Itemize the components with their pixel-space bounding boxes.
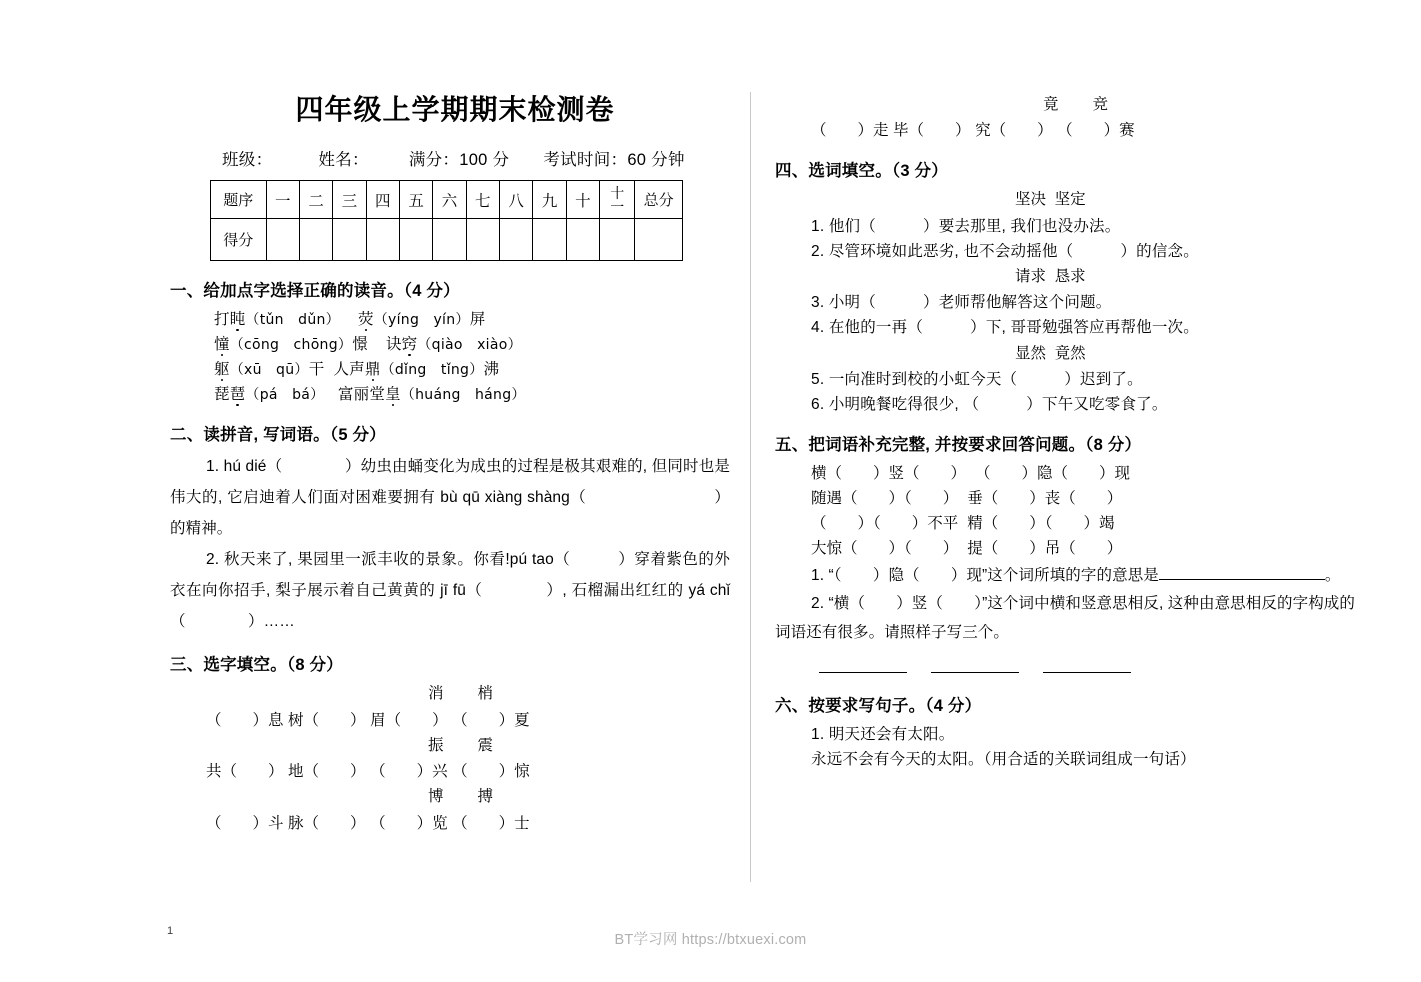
section-1-line-4 xyxy=(170,382,730,407)
section-5-answer-blank-row xyxy=(775,660,1355,678)
s1-l1-b-py[interactable]: （yíng yín） xyxy=(373,312,470,328)
section-3-group-1-chars xyxy=(170,681,730,707)
s5-r4-idiom-1: 大惊（ ）（ ） xyxy=(811,540,959,558)
section-6-question-1-line-2[interactable]: 永远不会有今天的太阳。（用合适的关联词组成一句话） xyxy=(811,750,1196,768)
footer-watermark: BT学习网 https://btxuexi.com xyxy=(614,932,807,948)
section-3-group-2-items[interactable] xyxy=(170,759,730,784)
col-11-top: 十 xyxy=(610,184,625,201)
class-label: 班级： xyxy=(222,151,273,169)
col-8: 八 xyxy=(499,181,532,219)
s3-g3-char-1: 博 xyxy=(428,788,444,806)
s5-q1-period: 。 xyxy=(1324,566,1341,584)
s3-g1-char-1: 消 xyxy=(428,685,444,703)
s5-r1-idiom-2: （ ）隐（ ）现 xyxy=(975,465,1131,483)
table-row-header xyxy=(211,181,683,219)
column-divider xyxy=(750,92,751,882)
row-label-score: 得分 xyxy=(211,219,267,261)
s1-l3-b-post: 沸 xyxy=(483,361,500,379)
score-cell-6[interactable] xyxy=(433,219,466,261)
col-5: 五 xyxy=(399,181,432,219)
col-11-stacked xyxy=(600,181,635,219)
section-1-line-2 xyxy=(170,332,730,357)
s5-answer-blank-2[interactable] xyxy=(931,672,1019,673)
section-4-question-4[interactable]: 4. 在他的一再（ ）下, 哥哥勉强答应再帮他一次。 xyxy=(811,319,1199,337)
section-3-group-1-items[interactable] xyxy=(170,708,730,733)
s1-l3-b-pre: 人声 xyxy=(333,361,365,379)
s4-b2-char-2: 恳求 xyxy=(1054,268,1086,286)
section-3-group-4-chars xyxy=(775,92,1355,118)
section-1-line-3 xyxy=(170,357,730,382)
s4-b3-char-1: 显然 xyxy=(1015,344,1047,362)
s3-g2-item-1: 共（ ） xyxy=(206,763,284,781)
col-4: 四 xyxy=(366,181,399,219)
s1-l2-b-pre: 诀 xyxy=(385,336,402,354)
score-cell-total[interactable] xyxy=(635,219,683,261)
col-7: 七 xyxy=(466,181,499,219)
s1-l2-b-dot: 窍 xyxy=(401,336,418,354)
score-cell-3[interactable] xyxy=(333,219,366,261)
section-6-question-1-line-1: 1. 明天还会有太阳。 xyxy=(811,725,955,743)
s5-r3-idiom-2: 精（ ）（ ）竭 xyxy=(967,515,1115,533)
s5-r2-idiom-2: 垂（ ）丧（ ） xyxy=(967,490,1123,508)
total-score-label: 满分：100 分 xyxy=(408,151,510,169)
score-cell-2[interactable] xyxy=(299,219,332,261)
s1-l3-a-py[interactable]: （xū qū） xyxy=(229,362,309,379)
score-cell-7[interactable] xyxy=(466,219,499,261)
col-10: 十 xyxy=(566,181,599,219)
row-label-question-order: 题序 xyxy=(211,181,267,219)
score-cell-8[interactable] xyxy=(499,219,532,261)
exam-meta-row xyxy=(170,146,730,170)
section-5-subquestion-1[interactable] xyxy=(775,562,1355,591)
score-cell-5[interactable] xyxy=(399,219,432,261)
s5-r4-idiom-2: 提（ ）吊（ ） xyxy=(967,540,1123,558)
score-cell-11[interactable] xyxy=(600,219,635,261)
section-4-question-5[interactable]: 5. 一向准时到校的小虹今天（ ）迟到了。 xyxy=(811,370,1143,388)
score-table xyxy=(210,180,683,261)
s1-l3-a-dot: 躯 xyxy=(214,361,230,379)
section-4-block-1-chars xyxy=(775,187,1355,213)
s1-l1-a-pre: 打 xyxy=(214,311,230,328)
section-3-group-2-chars xyxy=(170,733,730,759)
s1-l4-a-dot: 琶 xyxy=(229,386,246,404)
section-1-line-1 xyxy=(170,307,730,332)
section-4-block-3-chars xyxy=(775,341,1355,367)
s3-g4-item-4: （ ）赛 xyxy=(1057,122,1135,140)
section-2-heading: 二、读拼音, 写词语。（5 分） xyxy=(170,426,386,445)
s5-r1-idiom-1: 横（ ）竖（ ） xyxy=(811,465,967,483)
s3-g1-item-4: （ ）夏 xyxy=(452,711,530,729)
s1-l4-b-dot: 皇 xyxy=(385,386,401,404)
s1-l3-a-post: 干 xyxy=(308,361,325,379)
s1-l2-a-py[interactable]: （cōng chōng） xyxy=(229,337,353,354)
right-column xyxy=(775,92,1355,772)
score-cell-1[interactable] xyxy=(266,219,299,261)
s3-g3-item-2: 脉（ ） xyxy=(288,814,366,832)
s3-g4-item-1: （ ）走 xyxy=(811,122,889,140)
col-6: 六 xyxy=(433,181,466,219)
s3-g3-item-4: （ ）士 xyxy=(452,814,530,832)
s3-g4-char-2: 竞 xyxy=(1092,96,1109,113)
s5-q1-text: 1. “（ ）隐（ ）现”这个词所填的字的意思是 xyxy=(811,566,1159,584)
section-4-block-2-chars xyxy=(775,264,1355,290)
s1-l1-a-py[interactable]: （tǔn dǔn） xyxy=(245,312,340,328)
s5-answer-blank-3[interactable] xyxy=(1043,672,1131,673)
section-3-group-3-items[interactable] xyxy=(170,811,730,836)
s1-l4-a-py[interactable]: （pá bá） xyxy=(245,387,325,404)
section-5-idiom-row-4[interactable] xyxy=(775,536,1355,561)
col-total: 总分 xyxy=(635,181,683,219)
s3-g4-item-2: 毕（ ） xyxy=(893,122,971,140)
s3-g3-item-3: （ ）览 xyxy=(370,814,448,832)
section-3-heading: 三、选字填空。（8 分） xyxy=(170,656,343,675)
s1-l1-a-dot: 盹 xyxy=(229,311,246,328)
section-5-subquestion-2[interactable] xyxy=(775,590,1355,647)
s3-g1-char-2: 梢 xyxy=(477,685,494,703)
s1-l4-a-pre: 琵 xyxy=(214,386,230,404)
s3-g4-item-3: 究（ ） xyxy=(975,122,1053,140)
section-6-heading: 六、按要求写句子。（4 分） xyxy=(775,696,982,715)
score-cell-10[interactable] xyxy=(566,219,599,261)
s5-r2-idiom-1: 随遇（ ）（ ） xyxy=(811,490,959,508)
s4-b2-char-1: 请求 xyxy=(1015,268,1047,286)
name-label: 姓名： xyxy=(318,151,369,169)
s1-l2-a-dot: 憧 xyxy=(214,336,230,354)
page-number: 1 xyxy=(167,925,174,937)
s3-g3-char-2: 搏 xyxy=(477,788,494,806)
section-4-heading: 四、选词填空。（3 分） xyxy=(775,162,948,181)
s1-l1-b-post: 屏 xyxy=(469,311,486,328)
section-4-question-1[interactable]: 1. 他们（ ）要去那里, 我们也没办法。 xyxy=(811,217,1121,235)
section-2-question-2[interactable] xyxy=(170,544,730,637)
section-1-heading: 一、给加点字选择正确的读音。（4 分） xyxy=(170,282,460,300)
section-3-group-4-items[interactable] xyxy=(775,118,1355,143)
s4-b1-char-1: 坚决 xyxy=(1015,191,1047,209)
s1-l2-a-post: 憬 xyxy=(352,336,368,354)
s3-g4-char-1: 竟 xyxy=(1043,96,1059,113)
section-5-idiom-row-3[interactable] xyxy=(775,511,1355,536)
s3-g3-item-1: （ ）斗 xyxy=(206,814,284,832)
s2-q2-text: 2. 秋天来了, 果园里一派丰收的景象。你看!pú tao（ ）穿着紫色的外衣在向你招手, 梨子展示着自己黄黄的 jī fū（ ）, 石榴漏出红红的 yá chǐ（ ）…… xyxy=(170,551,730,631)
col-2: 二 xyxy=(299,181,332,219)
section-3-group-3-chars xyxy=(170,784,730,810)
s3-g2-item-4: （ ）惊 xyxy=(452,763,530,781)
s3-g2-item-3: （ ）兴 xyxy=(370,763,448,781)
section-5-idiom-row-1[interactable] xyxy=(775,461,1355,486)
exam-time-label: 考试时间：60 分钟 xyxy=(543,151,685,169)
s5-answer-blank-1[interactable] xyxy=(819,672,907,673)
s4-b1-char-2: 坚定 xyxy=(1054,191,1086,209)
score-cell-9[interactable] xyxy=(533,219,566,261)
s1-l3-b-py[interactable]: （dǐng tǐng） xyxy=(380,362,484,379)
s1-l2-b-py[interactable]: （qiào xiào） xyxy=(417,337,522,354)
left-column xyxy=(170,88,730,836)
s3-g2-item-2: 地（ ） xyxy=(288,763,366,781)
score-cell-4[interactable] xyxy=(366,219,399,261)
col-11-bottom: 一 xyxy=(610,198,625,215)
section-5-heading: 五、把词语补充完整, 并按要求回答问题。（8 分） xyxy=(775,436,1142,455)
table-row-score xyxy=(211,219,683,261)
section-4-question-3[interactable]: 3. 小明（ ）老师帮他解答这个问题。 xyxy=(811,294,1112,312)
s5-q1-answer-blank[interactable] xyxy=(1159,579,1325,580)
s3-g1-item-3: 眉（ ） xyxy=(370,711,448,729)
col-1: 一 xyxy=(266,181,299,219)
s1-l1-b-dot: 荧 xyxy=(358,311,374,328)
section-2-question-1[interactable] xyxy=(170,451,730,544)
s2-q1-text: 1. hú dié（ ）幼虫由蛹变化为成虫的过程是极其艰难的, 但同时也是伟大的, 它启迪着人们面对困难要拥有 bù qū xiàng shàng（ ）的精神。 xyxy=(170,458,730,538)
s4-b3-char-2: 竟然 xyxy=(1054,344,1086,362)
s1-l4-b-py[interactable]: （huáng háng） xyxy=(400,387,526,404)
s3-g2-char-2: 震 xyxy=(477,736,494,754)
s5-q2-text: 2. “横（ ）竖（ ）”这个词中横和竖意思相反, 这种由意思相反的字构成的词语还有很多。请照样子写三个。 xyxy=(775,595,1355,641)
s1-l4-b-pre: 富丽堂 xyxy=(337,386,386,404)
col-3: 三 xyxy=(333,181,366,219)
s3-g2-char-1: 振 xyxy=(428,736,444,754)
s3-g1-item-1: （ ）息 xyxy=(206,711,284,729)
section-4-question-2[interactable]: 2. 尽管环境如此恶劣, 也不会动摇他（ ）的信念。 xyxy=(811,242,1199,260)
page-title: 四年级上学期期末检测卷 xyxy=(295,94,615,125)
col-9: 九 xyxy=(533,181,566,219)
s1-l3-b-dot: 鼎 xyxy=(364,361,381,379)
section-5-idiom-row-2[interactable] xyxy=(775,486,1355,511)
s3-g1-item-2: 树（ ） xyxy=(288,711,366,729)
s5-r3-idiom-1: （ ）（ ）不平 xyxy=(811,515,959,533)
section-4-question-6[interactable]: 6. 小明晚餐吃得很少, （ ）下午又吃零食了。 xyxy=(811,396,1168,414)
